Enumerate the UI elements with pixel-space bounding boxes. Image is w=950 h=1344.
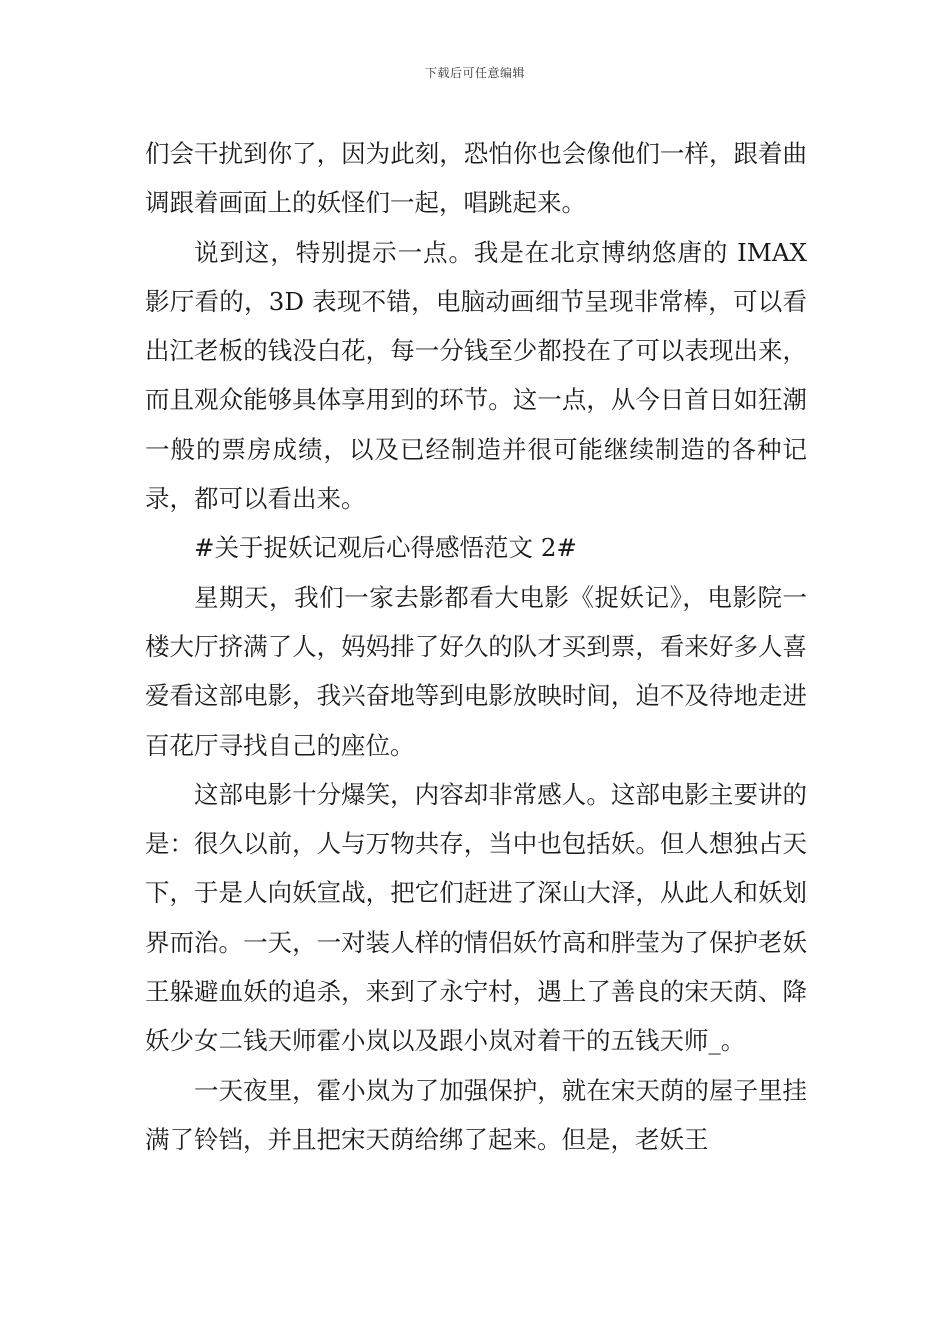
paragraph: 星期天，我们一家去影都看大电影《捉妖记》，电影院一楼大厅挤满了人，妈妈排了好久的队才买到票，看来好多人喜爱看这部电影，我兴奋地等到电影放映时间，迫不及待地走进百花厅寻找自己的座位。 [145, 582, 807, 760]
paragraph: 说到这，特别提示一点。我是在北京博纳悠唐的 IMAX 影厅看的，3D 表现不错，电脑动画细节呈现非常棒，可以看出江老板的钱没白花，每一分钱至少都投在了可以表现出来，而且观众能够具体享用到的环节。这一点，从今日首日如狂潮一般的票房成绩，以及已经制造并很可能继续制造的各种记录，都可以看出来。 [145, 237, 807, 514]
paragraph: 这部电影十分爆笑，内容却非常感人。这部电影主要讲的是：很久以前，人与万物共存，当中也包括妖。但人想独占天下，于是人向妖宣战，把它们赶进了深山大泽，从此人和妖划界而治。一天，一对装人样的情侣妖竹高和胖莹为了保护老妖王躲避血妖的追杀，来到了永宁村，遇上了善良的宋天荫、降妖少女二钱天师霍小岚以及跟小岚对着干的五钱天师_。 [145, 779, 807, 1056]
paragraph: 一天夜里，霍小岚为了加强保护，就在宋天荫的屋子里挂满了铃铛，并且把宋天荫给绑了起来。但是，老妖王 [145, 1075, 807, 1154]
page-header: 下载后可任意编辑 [424, 66, 525, 80]
section-heading: #关于捉妖记观后心得感悟范文 2# [194, 533, 577, 563]
document-body [145, 129, 807, 1164]
paragraph: 们会干扰到你了，因为此刻，恐怕你也会像他们一样，跟着曲调跟着画面上的妖怪们一起，唱跳起来。 [145, 139, 807, 218]
